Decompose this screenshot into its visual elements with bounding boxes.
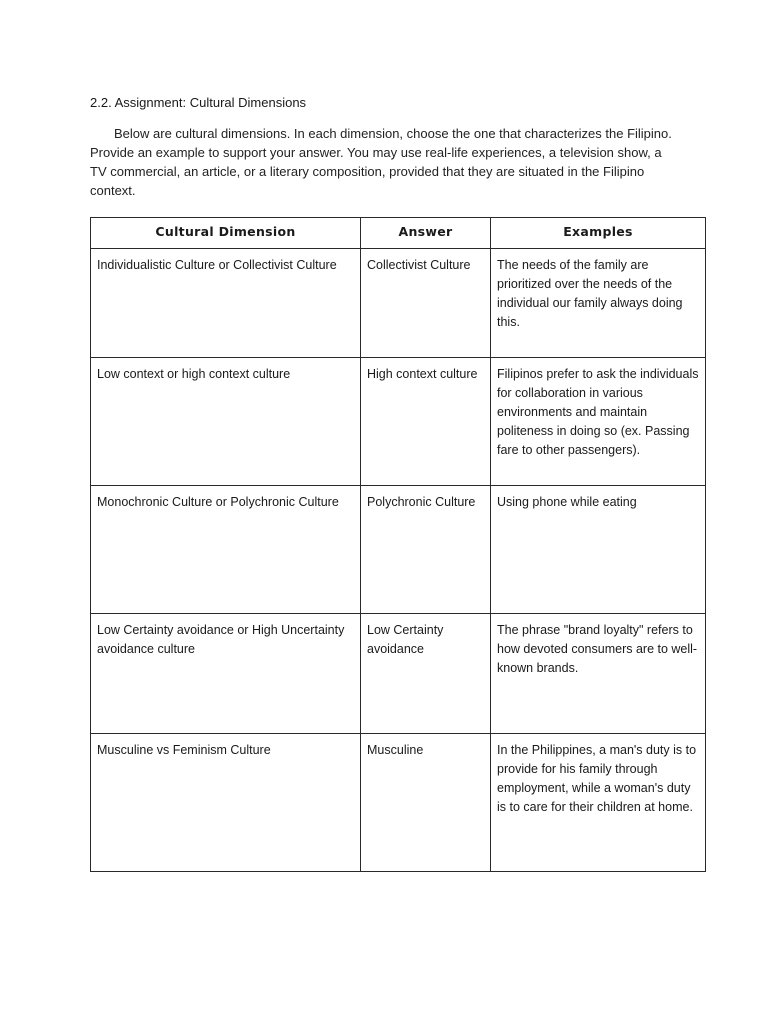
table-header-row — [91, 218, 706, 249]
header-cultural-dimension: Cultural Dimension — [91, 218, 361, 249]
answer-cell: Polychronic Culture — [361, 486, 491, 614]
table-row — [91, 249, 706, 358]
instructions-paragraph: Below are cultural dimensions. In each dimension, choose the one that characterizes the Filipino. Provide an example to support your answer. You may use real-life experiences, a television show, a TV commercial, an article, or a literary composition, provided that they are situated in the Filipino context. — [90, 126, 672, 198]
answer-cell: Collectivist Culture — [361, 249, 491, 358]
answer-cell: Low Certainty avoidance — [361, 614, 491, 734]
header-answer: Answer — [361, 218, 491, 249]
dimension-cell: Low Certainty avoidance or High Uncertainty avoidance culture — [91, 614, 361, 734]
table-row — [91, 486, 706, 614]
dimension-cell: Monochronic Culture or Polychronic Culture — [91, 486, 361, 614]
example-cell: Filipinos prefer to ask the individuals for collaboration in various environments and maintain politeness in doing so (ex. Passing fare to other passengers). — [491, 358, 706, 486]
table-row — [91, 614, 706, 734]
table-row — [91, 358, 706, 486]
table-row — [91, 734, 706, 872]
example-cell: The phrase "brand loyalty" refers to how devoted consumers are to well-known brands. — [491, 614, 706, 734]
dimension-cell: Musculine vs Feminism Culture — [91, 734, 361, 872]
dimension-cell: Individualistic Culture or Collectivist Culture — [91, 249, 361, 358]
cultural-dimensions-table — [90, 217, 706, 872]
answer-cell: Musculine — [361, 734, 491, 872]
header-examples: Examples — [491, 218, 706, 249]
answer-cell: High context culture — [361, 358, 491, 486]
example-cell: Using phone while eating — [491, 486, 706, 614]
dimension-cell: Low context or high context culture — [91, 358, 361, 486]
assignment-heading: 2.2. Assignment: Cultural Dimensions — [90, 95, 307, 110]
example-cell: The needs of the family are prioritized over the needs of the individual our family always doing this. — [491, 249, 706, 358]
example-cell: In the Philippines, a man's duty is to provide for his family through employment, while a woman's duty is to care for their children at home. — [491, 734, 706, 872]
